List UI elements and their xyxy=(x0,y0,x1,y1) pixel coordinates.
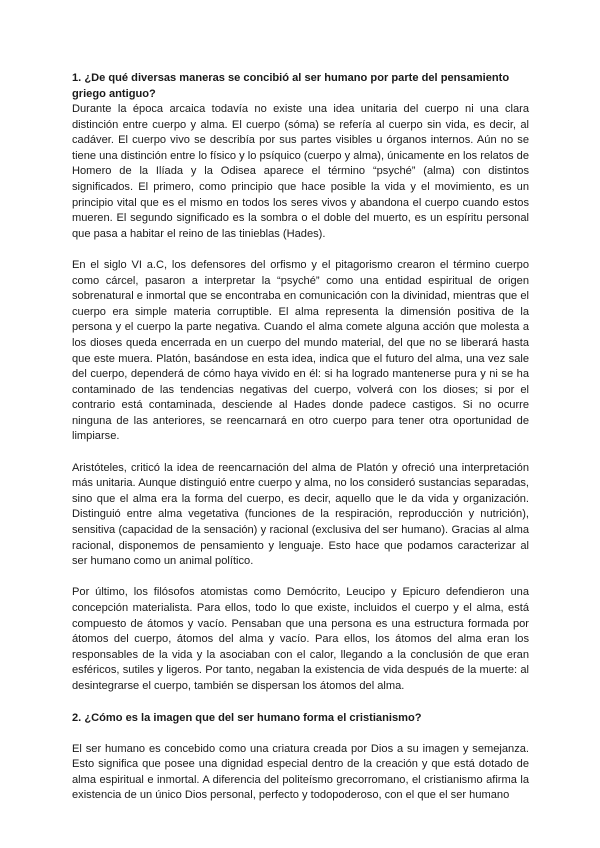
paragraph-spacer xyxy=(72,695,529,711)
section-1-paragraph-2: En el siglo VI a.C, los defensores del orfismo y el pitagorismo crearon el término cuerpo como cárcel, pasaron a interpretar la “psyché” como una entidad espiritual de origen sobrenatural e inmortal que se encontraba en comunicación con la divinidad, mientras que el cuerpo era simple materia corruptible. El alma representa la dimensión positiva de la persona y el cuerpo la parte negativa. Cuando el alma comete alguna acción que molesta a los dioses queda encerrada en un cuerpo del mundo material, del que no se liberará hasta que este muera. Platón, basándose en esta idea, indica que el futuro del alma, una vez sale del cuerpo, dependerá de cómo haya vivido en él: si ha logrado mantenerse pura y ni se ha contaminado de las tendencias negativas del cuerpo, volverá con los dioses; si por el contrario está contaminada, desciende al Hades donde padece castigos. Si no ocurre ninguna de las anteriores, se reencarnará en otro cuerpo para tener otra oportunidad de limpiarse. xyxy=(72,258,529,443)
section-1-paragraph-3: Aristóteles, criticó la idea de reencarnación del alma de Platón y ofreció una interpretación más unitaria. Aunque distinguió entre cuerpo y alma, no los consideró sustancias separadas, sino que el alma era la forma del cuerpo, es decir, aquello que le da vida y organización. Distinguió entre alma vegetativa (funciones de la respiración, reproducción y nutrición), sensitiva (capacidad de la sensación) y racional (exclusiva del ser humano). Gracias al alma racional, disponemos de pensamiento y lenguaje. Esto hace que podamos caracterizar al ser humano como un animal político. xyxy=(72,461,529,568)
section-1-heading: 1. ¿De qué diversas maneras se concibió al ser humano por parte del pensamiento griego antiguo? xyxy=(72,72,510,100)
section-1-paragraph-1: Durante la época arcaica todavía no existe una idea unitaria del cuerpo ni una clara distinción entre cuerpo y alma. El cuerpo (sóma) se refería al cuerpo sin vida, es decir, al cadáver. El cuerpo vivo se describía por sus partes visibles u órganos internos. Aún no se tiene una distinción entre lo físico y lo psíquico (cuerpo y alma), únicamente en los relatos de Homero de la Ilíada y la Odisea aparece el término “psyché” (alma) con distintos significados. El primero, como principio que hace posible la vida y el movimiento, es un principio vital que es el mismo en todos los seres vivos y abandona el cuerpo cuando estos mueren. El segundo significado es la sombra o el doble del muerto, es un espíritu personal que pasa a habitar el reino de las tinieblas (Hades). xyxy=(72,103,529,240)
section-1-paragraph-4: Por último, los filósofos atomistas como Demócrito, Leucipo y Epicuro defendieron una concepción materialista. Para ellos, todo lo que existe, incluidos el cuerpo y el alma, está compuesto de átomos y vacío. Pensaban que una persona es una estructura formada por átomos del cuerpo, átomos del alma y vacío. Para ellos, los átomos del alma eran los responsables de la vida y la asociaban con el calor, llegando a la conclusión de que eran esféricos, sutiles y ligeros. Por tanto, negaban la existencia de vida después de la muerte: al desintegrarse el cuerpo, también se dispersan los átomos del alma. xyxy=(72,586,529,692)
paragraph-spacer xyxy=(72,570,529,586)
section-2-paragraph-1: El ser humano es concebido como una criatura creada por Dios a su imagen y semejanza. Esto significa que posee una dignidad especial dentro de la creación y que está dotado de alma espiritual e inmortal. A diferencia del politeísmo grecorromano, el cristianismo afirma la existencia de un único Dios personal, perfecto y todopoderoso, con el que el ser humano xyxy=(72,742,529,802)
paragraph-spacer xyxy=(72,445,529,461)
paragraph-spacer xyxy=(72,726,529,742)
section-2-heading: 2. ¿Cómo es la imagen que del ser humano forma el cristianismo? xyxy=(72,711,422,724)
paragraph-spacer xyxy=(72,242,529,258)
